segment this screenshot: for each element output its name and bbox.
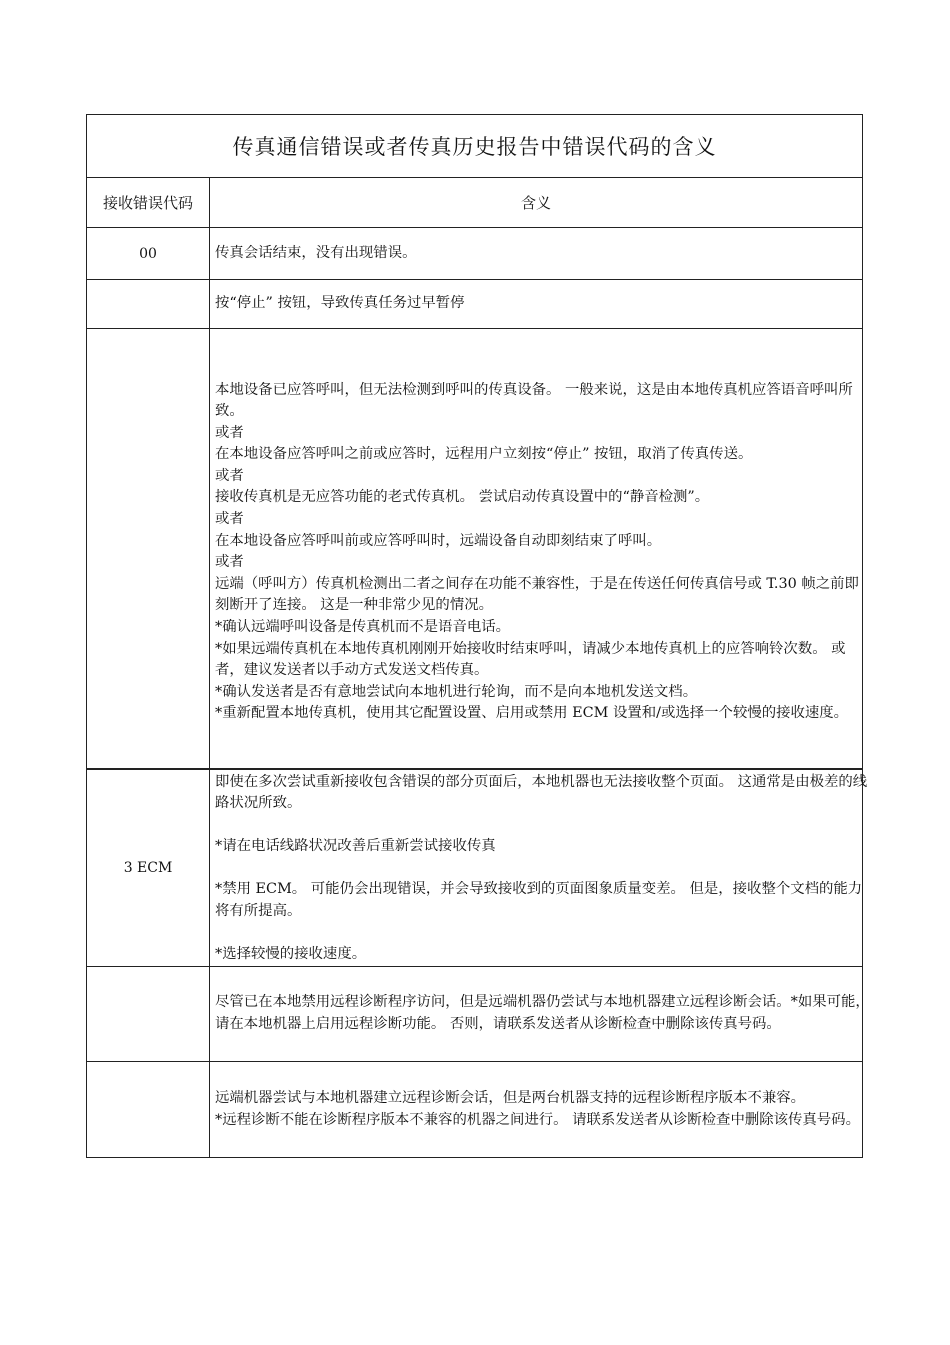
table-row	[87, 769, 863, 967]
table-row	[87, 329, 863, 769]
table-title: 传真通信错误或者传真历史报告中错误代码的含义	[87, 115, 863, 178]
row-code: 00	[87, 228, 210, 280]
row-meaning-text: 按“停止” 按钮，导致传真任务过早暂停	[215, 295, 465, 312]
error-code-table	[86, 114, 870, 1158]
row-meaning-text: 远端机器尝试与本地机器建立远程诊断会话，但是两台机器支持的远程诊断程序版本不兼容。 *远程诊断不能在诊断程序版本不兼容的机器之间进行。 请联系发送者从诊断检查中删除该传真号码。	[215, 1089, 860, 1128]
row-meaning	[210, 769, 868, 967]
header-row	[87, 178, 863, 228]
row-meaning-text: 即使在多次尝试重新接收包含错误的部分页面后，本地机器也无法接收整个页面。 这通常是由极差的线路状况所致。 *请在电话线路状况改善后重新尝试接收传真 *禁用 ECM。 可能仍会出现错误，并会导致接收到的页面图象质量变差。 但是，接收整个文档的能力将有所提高。 *选择较慢的接收速度。	[215, 773, 868, 963]
row-code	[87, 967, 210, 1062]
row-meaning-text: 传真会话结束，没有出现错误。	[215, 244, 417, 261]
row-meaning-text: 本地设备已应答呼叫，但无法检测到呼叫的传真设备。 一般来说，这是由本地传真机应答语音呼叫所致。 或者 在本地设备应答呼叫之前或应答时，远程用户立刻按“停止” 按钮，取消了传真传送。 或者 接收传真机是无应答功能的老式传真机。 尝试启动传真设置中的“静音检测”。 或者 在本地设备应答呼叫前或应答呼叫时，远端设备自动即刻结束了呼叫。 或者 远端（呼叫方）传真机检测出二者之间存在功能不兼容性，于是在传送任何传真信号或 T.30 帧之前即刻断开了连接。 这是一种非常少见的情况。 *确认远端呼叫设备是传真机而不是语音电话。 *如果远端传真机在本地传真机刚刚开始接收时结束呼叫，请减少本地传真机上的应答响铃次数。 或者，建议发送者以手动方式发送文档传真。 *确认发送者是否有意地尝试向本地机进行轮询，而不是向本地机发送文档。 *重新配置本地传真机，使用其它配置设置、启用或禁用 ECM 设置和/或选择一个较慢的接收速度。	[215, 381, 859, 722]
title-row	[87, 115, 863, 178]
table-row	[87, 228, 863, 280]
error-code-table-sheet	[86, 114, 870, 1158]
row-meaning	[210, 1062, 863, 1158]
row-code	[87, 329, 210, 769]
header-code: 接收错误代码	[87, 178, 210, 228]
table-row	[87, 1062, 863, 1158]
row-code	[87, 1062, 210, 1158]
row-meaning	[210, 967, 870, 1062]
row-meaning	[210, 280, 863, 329]
row-meaning-text: 尽管已在本地禁用远程诊断程序访问，但是远端机器仍尝试与本地机器建立远程诊断会话。*如果可能，请在本地机器上启用远程诊断功能。 否则，请联系发送者从诊断检查中删除该传真号码。	[215, 994, 870, 1032]
header-meaning: 含义	[210, 178, 863, 228]
row-meaning	[210, 329, 863, 769]
row-code	[87, 280, 210, 329]
row-meaning	[210, 228, 863, 280]
row-code: 3 ECM	[87, 769, 210, 967]
table-row	[87, 967, 863, 1062]
table-row	[87, 280, 863, 329]
